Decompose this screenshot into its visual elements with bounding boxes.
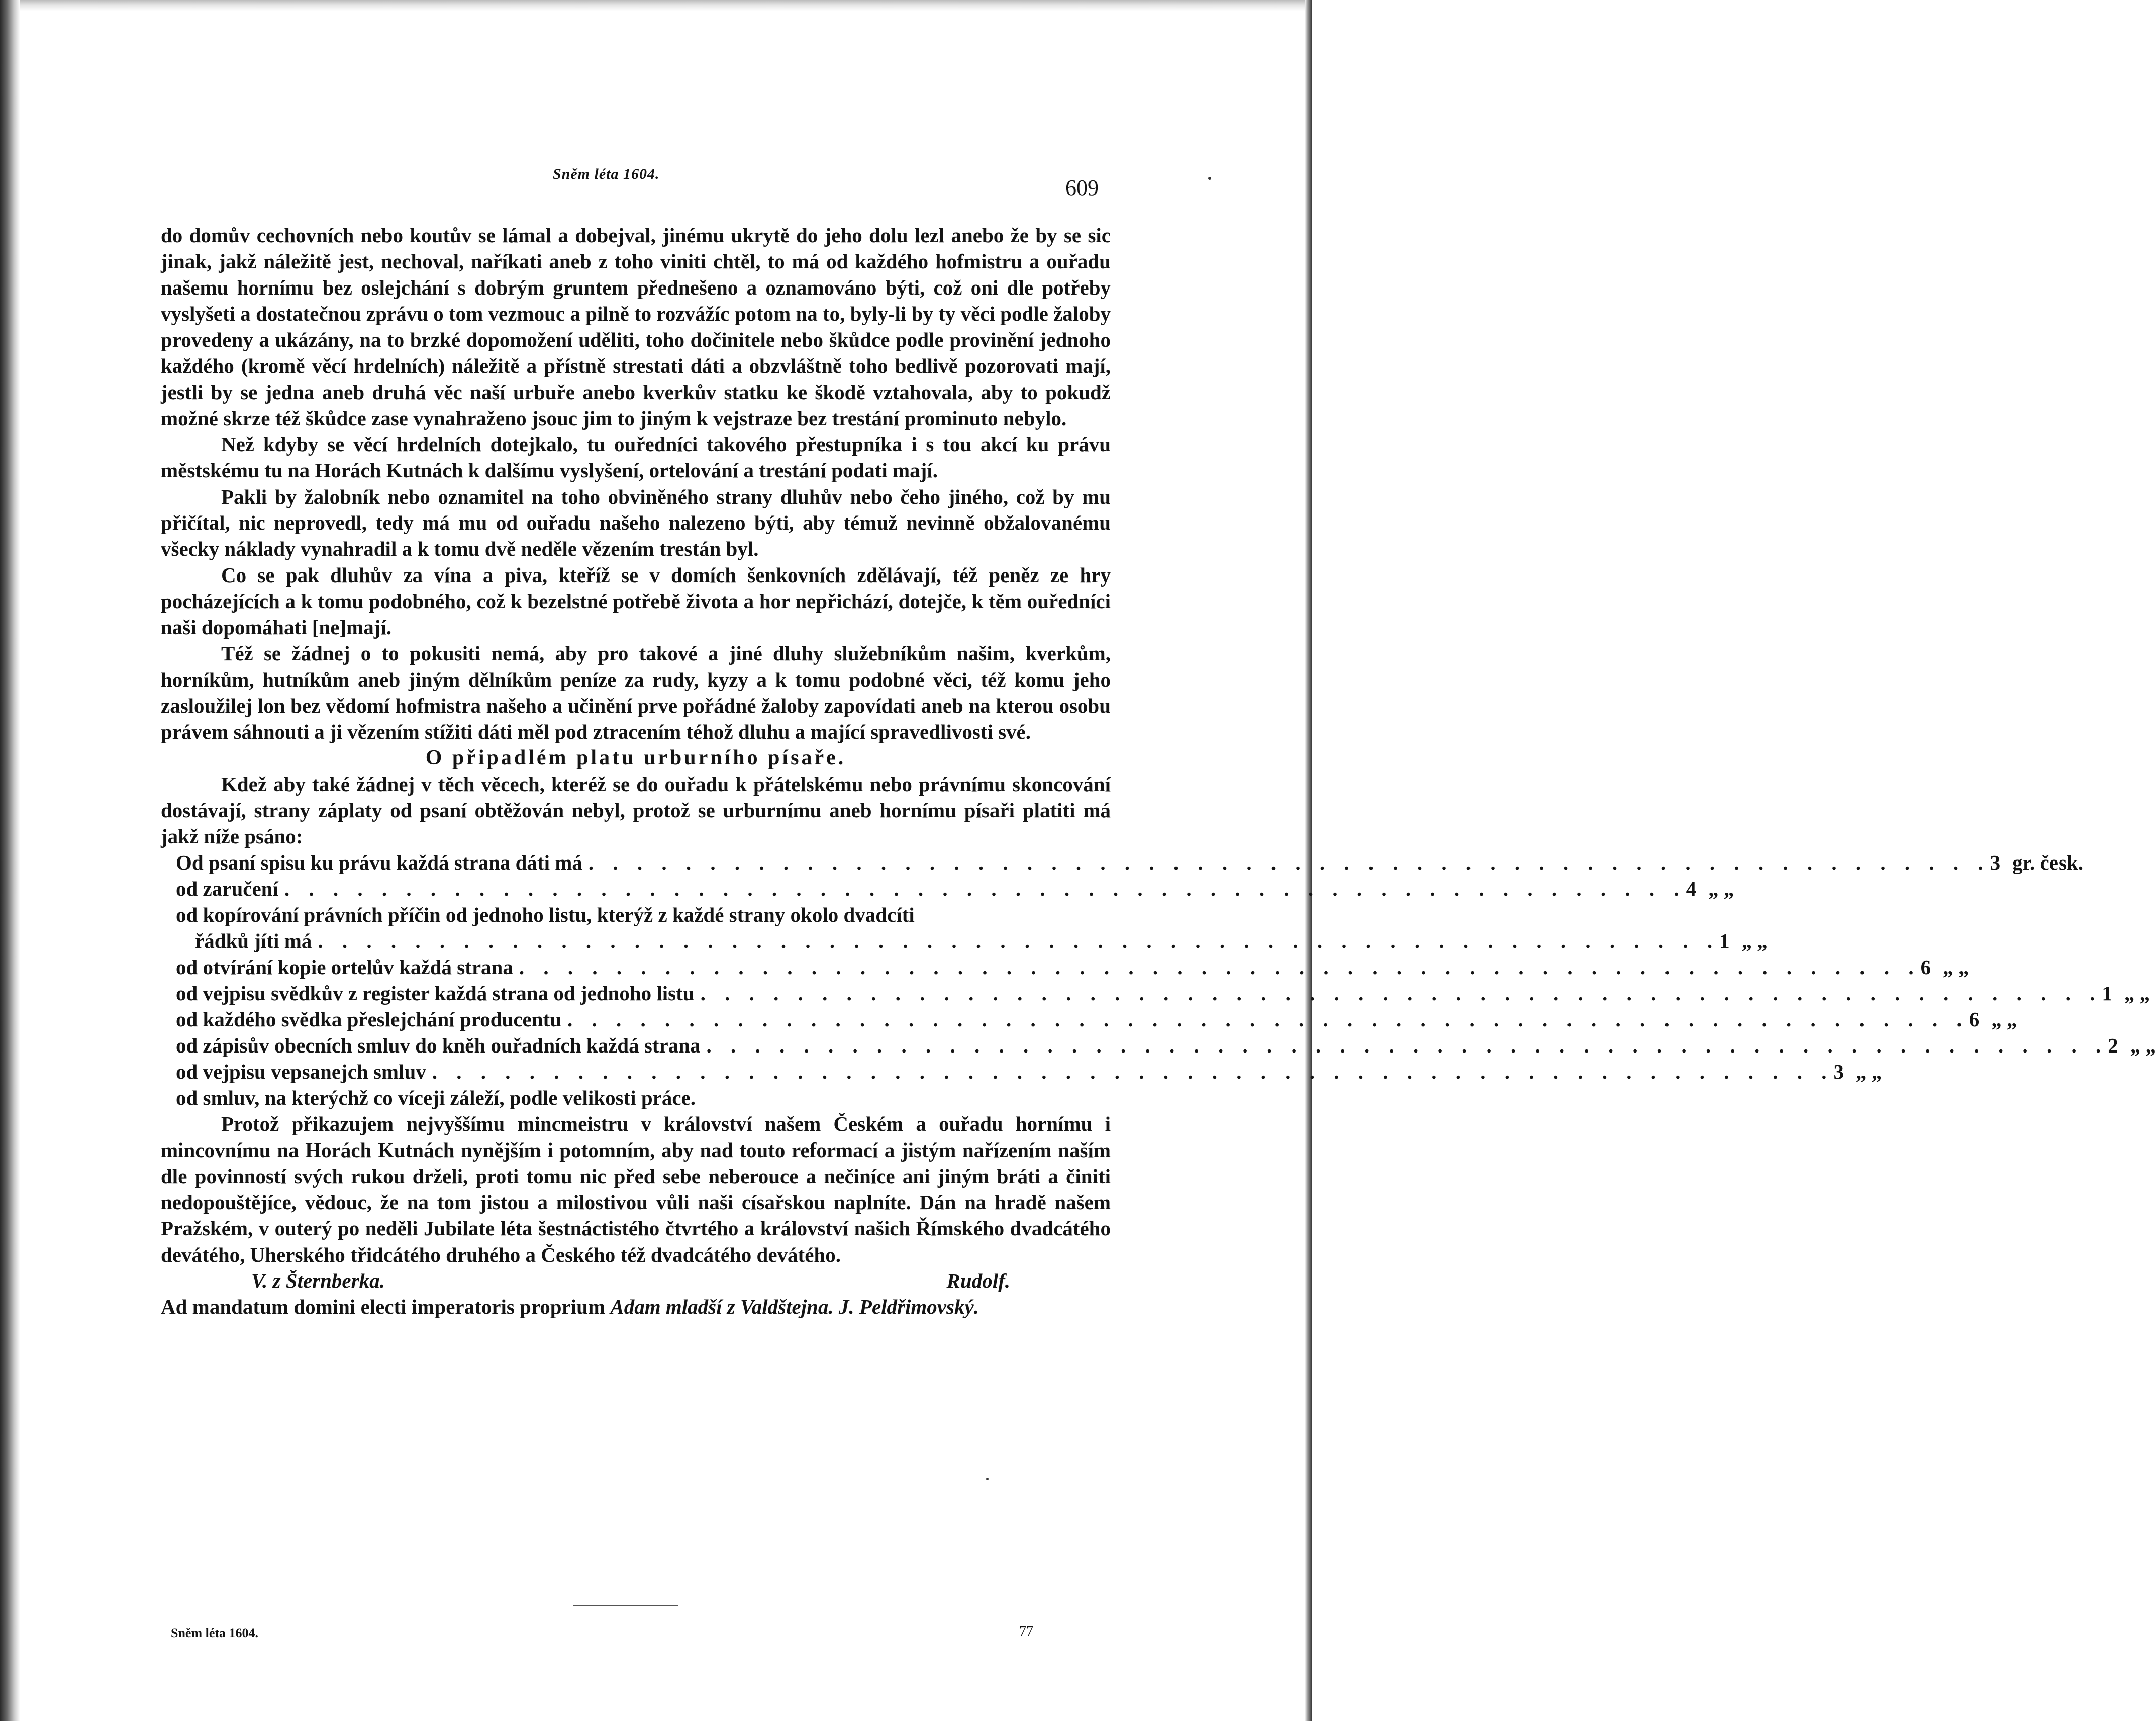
fee-row: [161, 980, 2150, 1006]
leader-dots: . . . . . . . . . . . . . . . . . . . . . . . . . . . . . . . . . . . . . . . . . . . . . . . . . . . . . . . . . .: [432, 1060, 1834, 1083]
fee-row-continued: [161, 902, 1111, 928]
fee-label: od zápisův obecních smluv do kněh ouřadních každá strana: [176, 1034, 701, 1057]
fee-label-continuation: řádků jíti má: [195, 929, 312, 952]
fee-unit: „ „: [1943, 955, 1969, 979]
fee-row: [161, 849, 2083, 876]
fee-unit: „ „: [2124, 982, 2150, 1005]
fee-list: [161, 849, 2156, 1111]
fee-unit: „ „: [2130, 1034, 2156, 1057]
paragraph: do domův cechovních nebo koutův se lámal a dobejval, jinému ukrytě do jeho dolu lezl anebo že by se sic jinak, jakž náležitě jest, nechoval, naříkati aneb z toho viniti chtěl, to má od každého hofmistru a ouřadu našemu hornímu bez oslejchání s dobrým gruntem přednešeno a oznamováno býti, což oni dle potřeby vyslyšeti a dostatečnou zprávu o tom vezmouc a pilně to rozvážíc potom na to, byly-li by ty věci podle žaloby provedeny a ukázány, na to brzké dopomožení uděliti, toho dočinitele nebo škůdce podle provinění jednoho každého (kromě věcí hrdelních) náležitě a přístně strestati dáti a obzvláštně toho bedlivě pozorovati mají, jestli by se jedna aneb druhá věc naší urbuře anebo kverkův statku ke škodě vztahovala, aby to pokudž možné skrze též škůdce zase vynahraženo jsouc jim to jiným k vejstraze bez trestání prominuto nebylo.: [161, 224, 1111, 430]
signature-row: [161, 1268, 1111, 1294]
fees-intro: Kdež aby také žádnej v těch věcech, kteréž se do ouřadu k přátelskému nebo právnímu skoncování dostávají, strany záplaty od psaní obtěžován nebyl, protož se urburnímu aneb hornímu písaři platiti má jakž níže psáno:: [161, 773, 1111, 848]
fee-label: od zaručení: [176, 877, 278, 900]
fee-unit: „ „: [1856, 1060, 1882, 1083]
leader-dots: . . . . . . . . . . . . . . . . . . . . . . . . . . . . . . . . . . . . . . . . . . . . . . . . . . . . . . . . . .: [588, 851, 1990, 874]
paragraph: Pakli by žalobník nebo oznamitel na toho obviněného strany dluhův nebo čeho jiného, což by mu přičítal, nic neprovedl, tedy má mu od ouřadu našeho nalezeno býti, aby témuž nevinně obžalovanému všecky náklady vynahradil a k tomu dvě neděle vězením trestán byl.: [161, 485, 1111, 560]
fee-unit: „ „: [1708, 877, 1734, 900]
mandate-text: Ad mandatum domini electi imperatoris proprium: [161, 1295, 606, 1318]
paragraph: Též se žádnej o to pokusiti nemá, aby pro takové a jiné dluhy služebníkům našim, kverkům, horníkům, hutníkům aneb jiným dělníkům peníze za rudy, kyzy a k tomu podobné věci, též komu jeho zasloužilej lon bez vědomí hofmistra našeho a učinění prve pořádné žaloby zapovídati aneb na kterou osobu právem sáhnouti a ji vězením stížiti dáti měl pod ztracením téhož dluhu a mající spravedlivosti své.: [161, 642, 1111, 743]
leader-dots: . . . . . . . . . . . . . . . . . . . . . . . . . . . . . . . . . . . . . . . . . . . . . . . . . . . . . . . . . .: [318, 929, 1720, 952]
fee-row: [161, 954, 1969, 980]
fee-row: [161, 1032, 2156, 1059]
leader-dots: . . . . . . . . . . . . . . . . . . . . . . . . . . . . . . . . . . . . . . . . . . . . . . . . . . . . . . . . . .: [706, 1034, 2108, 1057]
fee-unit: „ „: [1741, 929, 1768, 952]
fee-outro: od smluv, na kterýchž co víceji záleží, podle velikosti práce.: [176, 1086, 696, 1109]
page-number: 609: [1065, 175, 1099, 200]
fee-amount: 4: [1686, 877, 1697, 900]
leader-dots: . . . . . . . . . . . . . . . . . . . . . . . . . . . . . . . . . . . . . . . . . . . . . . . . . . . . . . . . . .: [567, 1008, 1969, 1031]
page-body: [161, 222, 2156, 1320]
scan-speck: [1208, 177, 1211, 180]
mandate-name-1: Adam mladší z Valdštejna.: [610, 1295, 834, 1318]
fee-row: [161, 1006, 2017, 1032]
scan-edge-top: [0, 0, 1312, 11]
fee-amount: 1: [2102, 982, 2112, 1005]
fee-row-outro: [161, 1085, 1111, 1111]
fee-row: [161, 928, 1768, 954]
paragraph: Co se pak dluhův za vína a piva, kteříž se v domích šenkovních zdělávají, též peněz ze hry pocházejících a k tomu podobného, což k bezelstné potřebě života a hor nepřichází, dotejče, k těm ouředníci naši dopomáhati [ne]mají.: [161, 563, 1111, 639]
fee-label: od vejpisu vepsanejch smluv: [176, 1060, 426, 1083]
scan-edge-left: [0, 0, 20, 1721]
fee-amount: 3: [1833, 1060, 1844, 1083]
fee-unit: „ „: [1991, 1008, 2017, 1031]
footer-rule: [573, 1605, 678, 1606]
signature-right: Rudolf.: [946, 1269, 1010, 1292]
closing-paragraph: Protož přikazujem nejvyššímu mincmeistru v království našem Českém a ouřadu hornímu i mincovnímu na Horách Kutnách nynějším i potomním, aby nad touto reformací a jistým nařízením naším dle povinností svých rukou drželi, proti tomu nic před sebe neberouce a nečiníce ani jiným bráti a činiti nedopouštějíce, vědouc, že na tom jistou a milostivou vůli naši císařskou naplníte. Dán na hradě našem Pražském, v outerý po neděli Jubilate léta šestnáctistého čtvrtého a království našich Římského dvadcátého devátého, Uherského třidcátého druhého a Českého též dvadcátého devátého.: [161, 1112, 1111, 1266]
fee-row: [161, 1059, 1882, 1085]
fee-label: Od psaní spisu ku právu každá strana dáti má: [176, 851, 582, 874]
fee-unit: gr. česk.: [2012, 851, 2083, 874]
signature-left: V. z Šternberka.: [251, 1269, 385, 1292]
fee-label: od vejpisu svědkův z register každá strana od jednoho listu: [176, 982, 695, 1005]
fee-amount: 3: [1990, 851, 2001, 874]
scan-speck: [986, 1478, 989, 1480]
paragraph: Než kdyby se věcí hrdelních dotejkalo, tu ouředníci takového přestupníka i s tou akcí ku právu městskému tu na Horách Kutnách k dalšímu vyslyšení, ortelování a trestání podati mají.: [161, 433, 1111, 482]
fee-label: od každého svědka přeslejchání producentu: [176, 1008, 561, 1031]
leader-dots: . . . . . . . . . . . . . . . . . . . . . . . . . . . . . . . . . . . . . . . . . . . . . . . . . . . . . . . . . .: [700, 982, 2102, 1005]
mandate-line: [161, 1294, 1111, 1320]
fee-amount: 1: [1719, 929, 1730, 952]
fee-label: od kopírování právních příčin od jednoho listu, kterýž z každé strany okolo dvadcíti: [176, 903, 915, 926]
leader-dots: . . . . . . . . . . . . . . . . . . . . . . . . . . . . . . . . . . . . . . . . . . . . . . . . . . . . . . . . . .: [284, 877, 1686, 900]
fee-amount: 2: [2108, 1034, 2118, 1057]
leader-dots: . . . . . . . . . . . . . . . . . . . . . . . . . . . . . . . . . . . . . . . . . . . . . . . . . . . . . . . . . .: [519, 955, 1921, 979]
running-title: Sněm léta 1604.: [553, 166, 660, 182]
fee-amount: 6: [1920, 955, 1931, 979]
footer-signature-mark: Sněm léta 1604.: [171, 1626, 259, 1640]
section-heading: O připadlém platu urburního písaře.: [425, 746, 846, 770]
footer-sheet-number: 77: [1019, 1623, 1033, 1639]
fee-row: [161, 876, 1734, 902]
mandate-name-2: J. Peldřimovský.: [838, 1295, 979, 1318]
fee-amount: 6: [1969, 1008, 1980, 1031]
fee-label: od otvírání kopie ortelův každá strana: [176, 955, 513, 979]
